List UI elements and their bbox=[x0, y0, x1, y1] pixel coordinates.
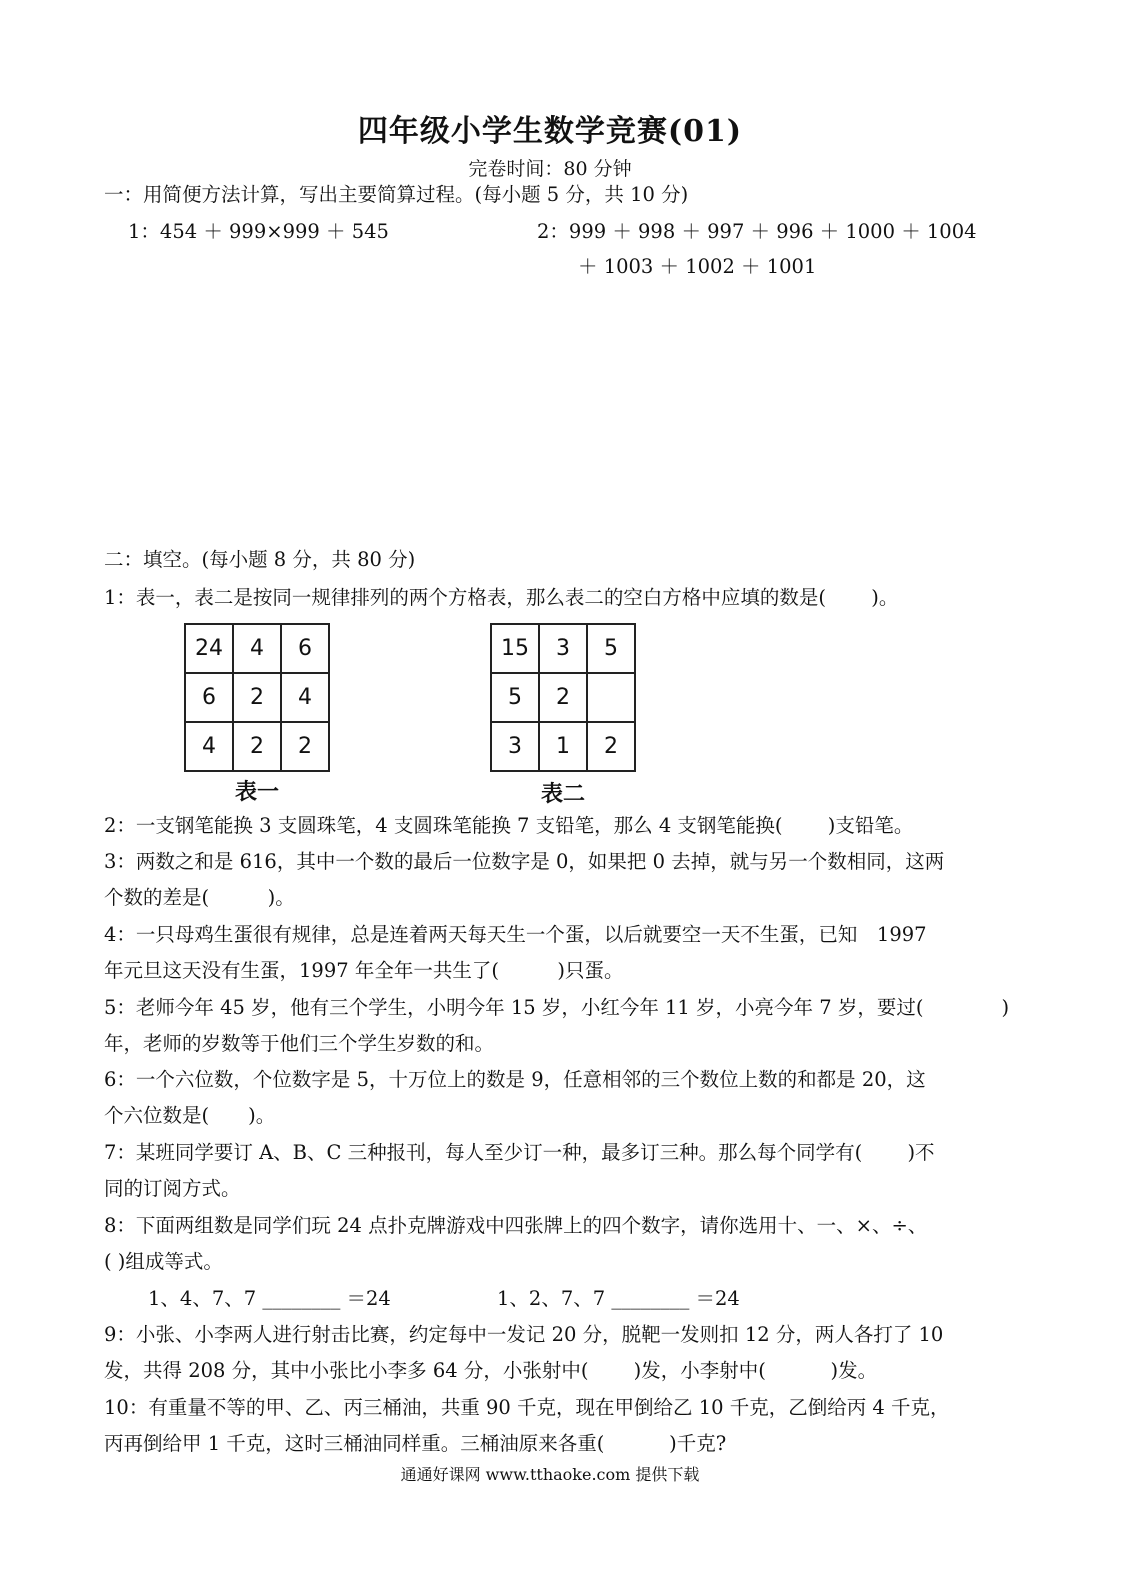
section2-q4-line2: 年元旦这天没有生蛋，1997 年全年一共生了( )只蛋。 bbox=[104, 959, 624, 982]
section2-q5-line2: 年，老师的岁数等于他们三个学生岁数的和。 bbox=[104, 1032, 495, 1055]
table-cell: 2 bbox=[587, 722, 635, 771]
section2-q6-line1: 6：一个六位数，个位数字是 5，十万位上的数是 9，任意相邻的三个数位上数的和都是 20，这 bbox=[104, 1068, 926, 1091]
table-cell: 5 bbox=[587, 624, 635, 673]
table-cell: 2 bbox=[233, 722, 281, 771]
blank-cell bbox=[587, 673, 635, 722]
table-row bbox=[491, 722, 635, 771]
section2-q3-line1: 3：两数之和是 616，其中一个数的最后一位数字是 0，如果把 0 去掉，就与另一个数相同，这两 bbox=[104, 850, 945, 873]
table-row bbox=[185, 624, 329, 673]
section2-q6-line2: 个六位数是( )。 bbox=[104, 1104, 276, 1127]
section2-q8-line2: ( )组成等式。 bbox=[104, 1250, 223, 1273]
section2-q2: 2：一支钢笔能换 3 支圆珠笔，4 支圆珠笔能换 7 支铅笔，那么 4 支钢笔能换( )支铅笔。 bbox=[104, 814, 914, 837]
section1-q1: 1：454 ＋ 999×999 ＋ 545 bbox=[128, 220, 389, 243]
section2-heading: 二：填空。(每小题 8 分，共 80 分) bbox=[104, 548, 416, 571]
section2-q9-line2: 发，共得 208 分，其中小张比小李多 64 分，小张射中( )发，小李射中( )发。 bbox=[104, 1359, 878, 1382]
section2-q8-equation1: 1、4、7、7 ________ ＝24 bbox=[148, 1287, 391, 1310]
section2-q8-equation2: 1、2、7、7 ________ ＝24 bbox=[497, 1287, 740, 1310]
section2-q1: 1：表一，表二是按同一规律排列的两个方格表，那么表二的空白方格中应填的数是( )。 bbox=[104, 586, 899, 609]
table-row bbox=[491, 673, 635, 722]
table-one bbox=[184, 623, 330, 772]
section1-heading: 一：用简便方法计算，写出主要简算过程。(每小题 5 分，共 10 分) bbox=[104, 183, 689, 206]
table-cell: 2 bbox=[281, 722, 329, 771]
table-cell: 4 bbox=[185, 722, 233, 771]
table-cell: 6 bbox=[281, 624, 329, 673]
table-row bbox=[185, 722, 329, 771]
table-cell: 1 bbox=[539, 722, 587, 771]
table-cell: 2 bbox=[233, 673, 281, 722]
table-cell: 24 bbox=[185, 624, 233, 673]
section2-q5-line1: 5：老师今年 45 岁，他有三个学生，小明今年 15 岁，小红今年 11 岁，小亮今年 7 岁，要过( ) bbox=[104, 996, 1010, 1019]
table-one-caption: 表一 bbox=[234, 780, 279, 805]
section1-q2-line1: 2：999 ＋ 998 ＋ 997 ＋ 996 ＋ 1000 ＋ 1004 bbox=[537, 220, 977, 243]
section2-q10-line2: 丙再倒给甲 1 千克，这时三桶油同样重。三桶油原来各重( )千克? bbox=[104, 1432, 727, 1455]
section2-q8-line1: 8：下面两组数是同学们玩 24 点扑克牌游戏中四张牌上的四个数字，请你选用十、一、×、÷、 bbox=[104, 1214, 928, 1237]
table-cell: 15 bbox=[491, 624, 539, 673]
table-cell: 2 bbox=[539, 673, 587, 722]
footer-source: 通通好课网 www.tthaoke.com 提供下载 bbox=[400, 1465, 700, 1484]
section2-q9-line1: 9：小张、小李两人进行射击比赛，约定每中一发记 20 分，脱靶一发则扣 12 分，两人各打了 10 bbox=[104, 1323, 944, 1346]
table-two bbox=[490, 623, 636, 772]
table-cell: 4 bbox=[233, 624, 281, 673]
section2-q3-line2: 个数的差是( )。 bbox=[104, 886, 295, 909]
section2-q4-line1: 4：一只母鸡生蛋很有规律，总是连着两天每天生一个蛋，以后就要空一天不生蛋，已知 1997 bbox=[104, 923, 927, 946]
table-cell: 5 bbox=[491, 673, 539, 722]
section2-q7-line2: 同的订阅方式。 bbox=[104, 1177, 241, 1200]
table-two-caption: 表二 bbox=[540, 782, 585, 807]
table-row bbox=[185, 673, 329, 722]
table-cell: 3 bbox=[491, 722, 539, 771]
page-title: 四年级小学生数学竞赛(01) bbox=[357, 114, 743, 149]
section2-q10-line1: 10：有重量不等的甲、乙、丙三桶油，共重 90 千克，现在甲倒给乙 10 千克，乙倒给丙 4 千克， bbox=[104, 1396, 950, 1419]
section2-q7-line1: 7：某班同学要订 A、B、C 三种报刊，每人至少订一种，最多订三种。那么每个同学有( )不 bbox=[104, 1141, 935, 1164]
table-cell: 4 bbox=[281, 673, 329, 722]
table-cell: 6 bbox=[185, 673, 233, 722]
section1-q2-line2: ＋ 1003 ＋ 1002 ＋ 1001 bbox=[578, 255, 817, 278]
time-limit: 完卷时间：80 分钟 bbox=[468, 158, 632, 180]
table-cell: 3 bbox=[539, 624, 587, 673]
table-row bbox=[491, 624, 635, 673]
